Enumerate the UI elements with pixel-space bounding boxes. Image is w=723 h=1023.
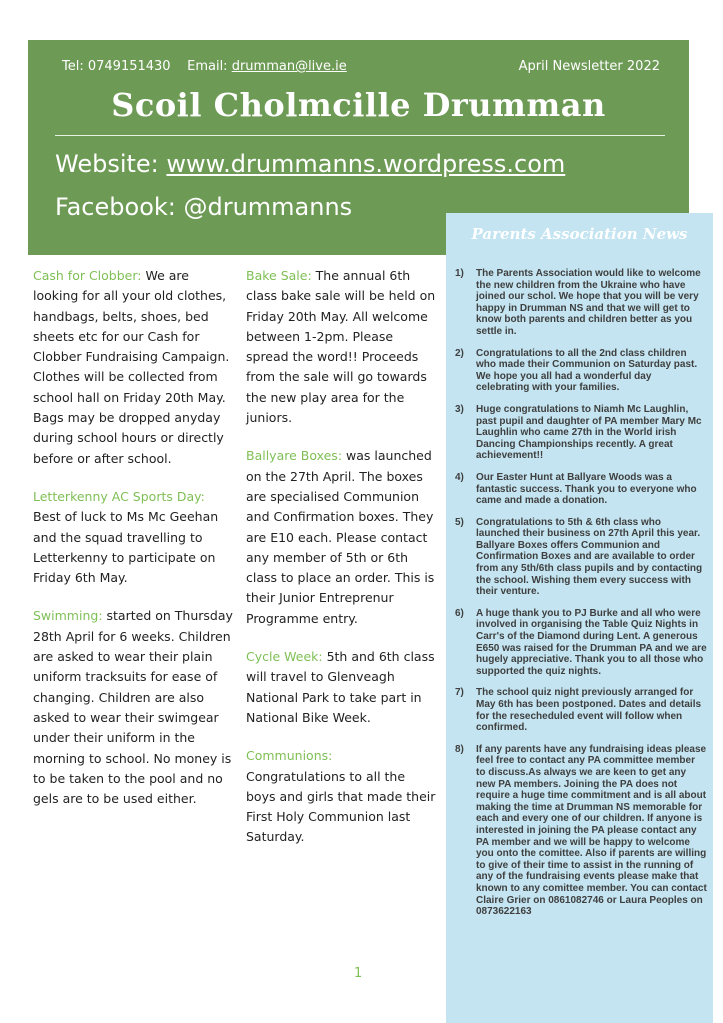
email-link[interactable]: drumman@live.ie xyxy=(231,59,347,74)
section-heading: Ballyare Boxes: xyxy=(246,448,343,464)
cash-for-clobber-section xyxy=(33,266,233,469)
issue-label: April Newsletter 2022 xyxy=(518,59,660,74)
bake-sale-section xyxy=(246,266,436,428)
pa-item-text: Our Easter Hunt at Ballyare Woods was a fantastic success. Thank you to everyone who came and made a donation. xyxy=(476,471,697,507)
pa-item-number: 3) xyxy=(455,403,464,415)
section-heading: Letterkenny AC Sports Day: xyxy=(33,488,205,504)
email-label: Email: xyxy=(187,59,228,74)
pa-news-item xyxy=(455,517,707,598)
pa-item-text: A huge thank you to PJ Burke and all who were involved in organising the Table Quiz Nights in Carr's of the Diamond during Lent. A generous E650 was raised for the Drumman PA and we are hugely appreciative. Thank you to all those who supported the quiz nights. xyxy=(476,607,707,677)
swimming-section xyxy=(33,606,233,809)
parents-association-title: Parents Association News xyxy=(471,225,688,243)
pa-item-number: 1) xyxy=(455,268,464,279)
section-body: was launched on the 27th April. The boxes are specialised Communion and Confirmation boxes. They are E10 each. Please contact any member of 5th or 6th class to place an order. This is their Junior Entreprenur Programme entry. xyxy=(246,448,435,626)
section-heading: Cash for Clobber: xyxy=(33,268,142,283)
section-body: Best of luck to Ms Mc Geehan and the squad travelling to Letterkenny to participate on Friday 6th May. xyxy=(33,509,219,586)
pa-news-item xyxy=(455,687,707,733)
facebook-handle: Facebook: @drummanns xyxy=(55,193,353,221)
pa-item-number: 4) xyxy=(455,471,464,483)
middle-column xyxy=(246,266,436,866)
website-label: Website: xyxy=(55,150,159,178)
school-name: Scoil Cholmcille Drumman xyxy=(111,86,606,124)
ballyare-boxes-section xyxy=(246,446,436,629)
pa-news-item xyxy=(455,608,707,678)
pa-item-text: The school quiz night previously arranged for May 6th has been postponed. Dates and details for the resecheduled event will follow when confirmed. xyxy=(476,687,702,734)
sports-day-section xyxy=(33,487,233,588)
pa-item-text: Huge congratulations to Niamh Mc Laughlin, past pupil and daughter of PA member Mary Mc Laughlin who came 27th in the World irish Dancing Championships recently. A great achievement!! xyxy=(476,403,702,462)
website-line xyxy=(55,150,565,178)
pa-item-number: 5) xyxy=(455,516,464,528)
section-heading: Bake Sale: xyxy=(246,268,312,283)
header-divider xyxy=(55,135,665,136)
pa-news-item xyxy=(455,268,707,338)
pa-item-number: 6) xyxy=(455,607,464,619)
section-heading: Cycle Week: xyxy=(246,649,323,665)
pa-item-text: The Parents Association would like to welcome the new children from the Ukraine who have joined our schol. We hope that you will be very happy in Drumman NS and that we will get to know both parents and children better as you settle in. xyxy=(476,268,701,337)
cycle-week-section xyxy=(246,647,436,728)
pa-news-item xyxy=(455,744,707,918)
contact-line xyxy=(62,59,347,74)
pa-item-number: 8) xyxy=(455,743,464,755)
section-heading: Communions: xyxy=(246,748,333,764)
page-number: 1 xyxy=(354,966,363,981)
pa-item-number: 7) xyxy=(455,687,464,699)
pa-news-item xyxy=(455,472,707,507)
section-body: The annual 6th class bake sale will be held on Friday 20th May. All welcome between 1-2pm. Please spread the word!! Proceeds from the sale will go towards the new play area for the juniors. xyxy=(246,268,436,426)
pa-item-text: If any parents have any fundraising ideas please feel free to contact any PA committee member to discuss.As always we are keen to get any new PA members. Joining the PA does not require a huge time commitment and is all about making the time at Drumman NS memorable for each and every one of our children. If anyone is interested in joining the PA please contact any PA member and we will be happy to welcome you onto the comittee. Also if parents are willing to give of their time to assist in the running of any of the fundraising events please make that known to any comittee member. You can contact Claire Grier on 0861082746 or Laura Peoples on 0873622163 xyxy=(476,743,707,918)
pa-item-text: Congratulations to all the 2nd class children who made their Communion on Saturday past. We hope you all had a wonderful day celebrating with your families. xyxy=(476,347,698,394)
left-column xyxy=(33,266,233,827)
section-body: Congratulations to all the boys and girls that made their First Holy Communion last Saturday. xyxy=(246,768,436,845)
pa-news-item xyxy=(455,348,707,394)
pa-news-item xyxy=(455,404,707,462)
pa-item-text: Congratulations to 5th & 6th class who launched their business on 27th April this year. Ballyare Boxes offers Communion and Confirmation Boxes and are available to order from any 5th/6th class pupils and by contacting the school. Wishing them every success with their venture. xyxy=(476,516,703,598)
section-body: 5th and 6th class will travel to Glenveagh National Park to take part in National Bike Week. xyxy=(246,649,435,725)
parents-association-list xyxy=(455,268,707,928)
communions-section xyxy=(246,746,436,847)
section-body: We are looking for all your old clothes, handbags, belts, shoes, bed sheets etc for our Cash for Clobber Fundraising Campaign. Clothes will be collected from school hall on Friday 20th May. Bags may be dropped anyday during school hours or directly before or after school. xyxy=(33,268,230,466)
telephone: Tel: 0749151430 xyxy=(62,59,171,74)
website-link[interactable]: www.drummanns.wordpress.com xyxy=(166,150,566,178)
pa-item-number: 2) xyxy=(455,347,464,359)
section-body: started on Thursday 28th April for 6 weeks. Children are asked to wear their plain uniform tracksuits for ease of changing. Children are also asked to wear their swimgear under their uniform in the morning to school. No money is to be taken to the pool and no gels are to be used either. xyxy=(33,608,233,807)
section-heading: Swimming: xyxy=(33,608,103,624)
